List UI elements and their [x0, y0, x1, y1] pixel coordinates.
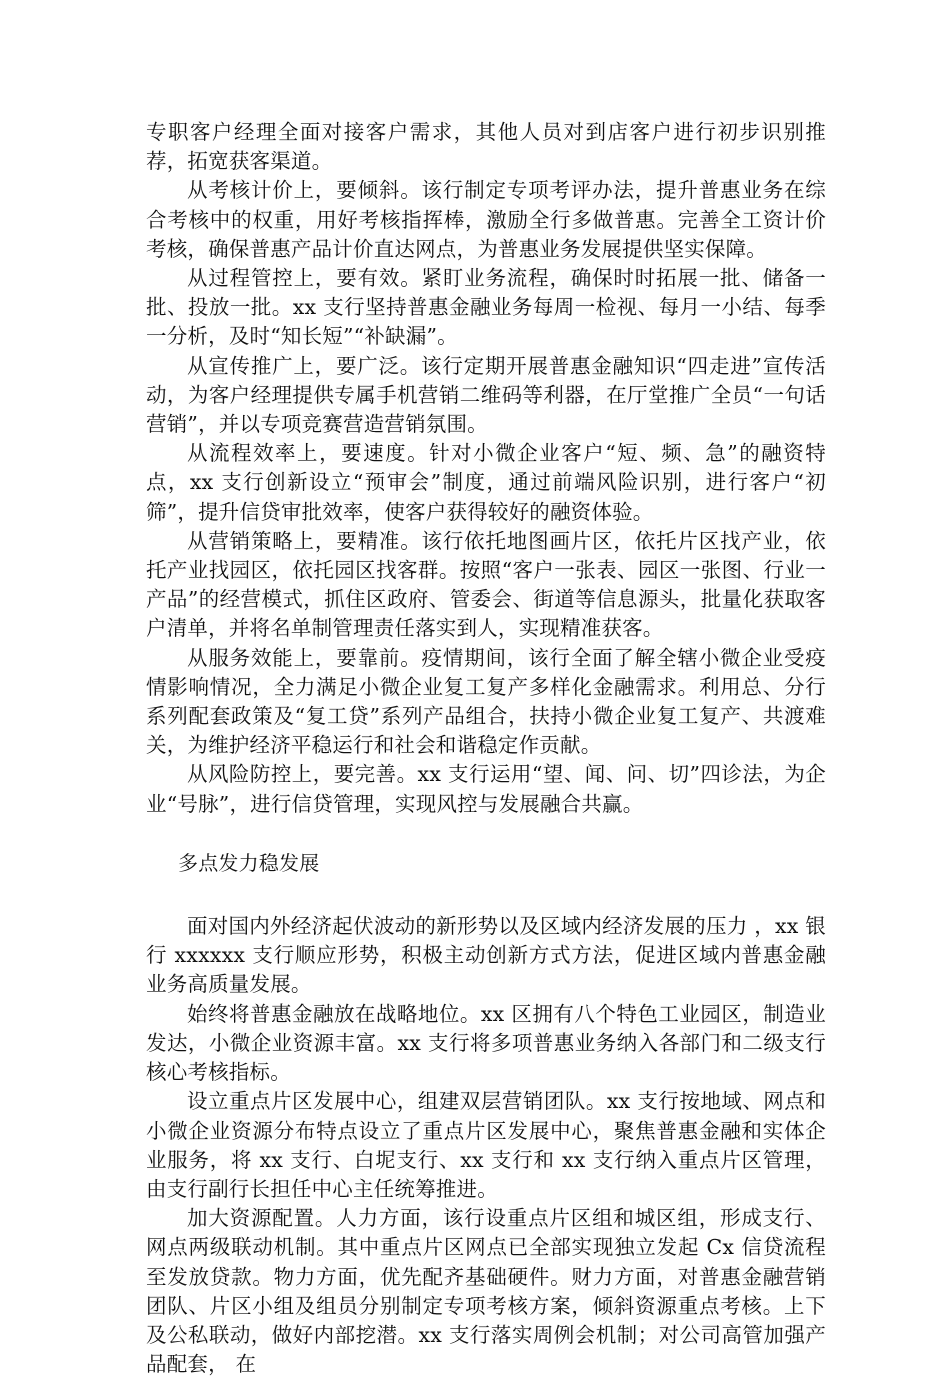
paragraph: 从营销策略上，要精准。该行依托地图画片区，依托片区找产业，依托产业找园区，依托园区找客群。按照“客户一张表、园区一张图、行业一产品”的经营模式，抓住区政府、管委会、街道等信息源头，批量化获取客户清单，并将名单制管理责任落实到人，实现精准获客。	[146, 528, 826, 641]
paragraph: 面对国内外经济起伏波动的新形势以及区域内经济发展的压力 ，xx 银行 xxxxxx 支行顺应形势，积极主动创新方式方法，促进区域内普惠金融业务高质量发展。	[146, 914, 826, 997]
paragraph: 从宣传推广上，要广泛。该行定期开展普惠金融知识“四走进”宣传活动，为客户经理提供专属手机营销二维码等利器，在厅堂推广全员“一句话营销”，并以专项竞赛营造营销氛围。	[146, 353, 826, 437]
paragraph: 从过程管控上，要有效。紧盯业务流程，确保时时拓展一批、储备一批、投放一批。xx 支行坚持普惠金融业务每周一检视、每月一小结、每季一分析，及时“知长短”“补缺漏”。	[146, 266, 826, 349]
paragraph: 始终将普惠金融放在战略地位。xx 区拥有八个特色工业园区，制造业发达，小微企业资源丰富。xx 支行将多项普惠业务纳入各部门和二级支行核心考核指标。	[146, 1001, 826, 1085]
paragraph: 设立重点片区发展中心，组建双层营销团队。xx 支行按地域、网点和小微企业资源分布特点设立了重点片区发展中心，聚焦普惠金融和实体企业服务，将 xx 支行、白坭支行、xx 支行和 xx 支行纳入重点片区管理，由支行副行长担任中心主任统筹推进。	[146, 1089, 826, 1201]
paragraph: 加大资源配置。人力方面，该行设重点片区组和城区组，形成支行、网点两级联动机制。其中重点片区网点已全部实现独立发起 Cx 信贷流程至发放贷款。物力方面，优先配齐基础硬件。财力方面，对普惠金融营销团队、片区小组及组员分别制定专项考核方案，倾斜资源重点考核。上下及公私联动，做好内部挖潜。xx 支行落实周例会机制；对公司高管加强产品配套， 在	[146, 1206, 826, 1377]
paragraph: 从风险防控上，要完善。xx 支行运用“望、闻、问、切”四诊法，为企业“号脉”，进行信贷管理，实现风控与发展融合共赢。	[146, 762, 826, 816]
section-heading: 多点发力稳发展	[178, 850, 320, 875]
paragraph: 从服务效能上，要靠前。疫情期间，该行全面了解全辖小微企业受疫情影响情况，全力满足小微企业复工复产多样化金融需求。利用总、分行系列配套政策及“复工贷”系列产品组合，扶持小微企业复工复产、共渡难关，为维护经济平稳运行和社会和谐稳定作贡献。	[146, 645, 826, 758]
paragraph: 从考核计价上，要倾斜。该行制定专项考评办法，提升普惠业务在综合考核中的权重，用好考核指挥棒，激励全行多做普惠。完善全工资计价考核，确保普惠产品计价直达网点，为普惠业务发展提供坚实保障。	[146, 178, 826, 261]
paragraph: 从流程效率上，要速度。针对小微企业客户“短、频、急”的融资特点，xx 支行创新设立“预审会”制度，通过前端风险识别，进行客户“初筛”，提升信贷审批效率，使客户获得较好的融资体验。	[146, 441, 826, 524]
paragraph: 专职客户经理全面对接客户需求，其他人员对到店客户进行初步识别推荐，拓宽获客渠道。	[146, 120, 826, 174]
document-page	[146, 118, 826, 1379]
